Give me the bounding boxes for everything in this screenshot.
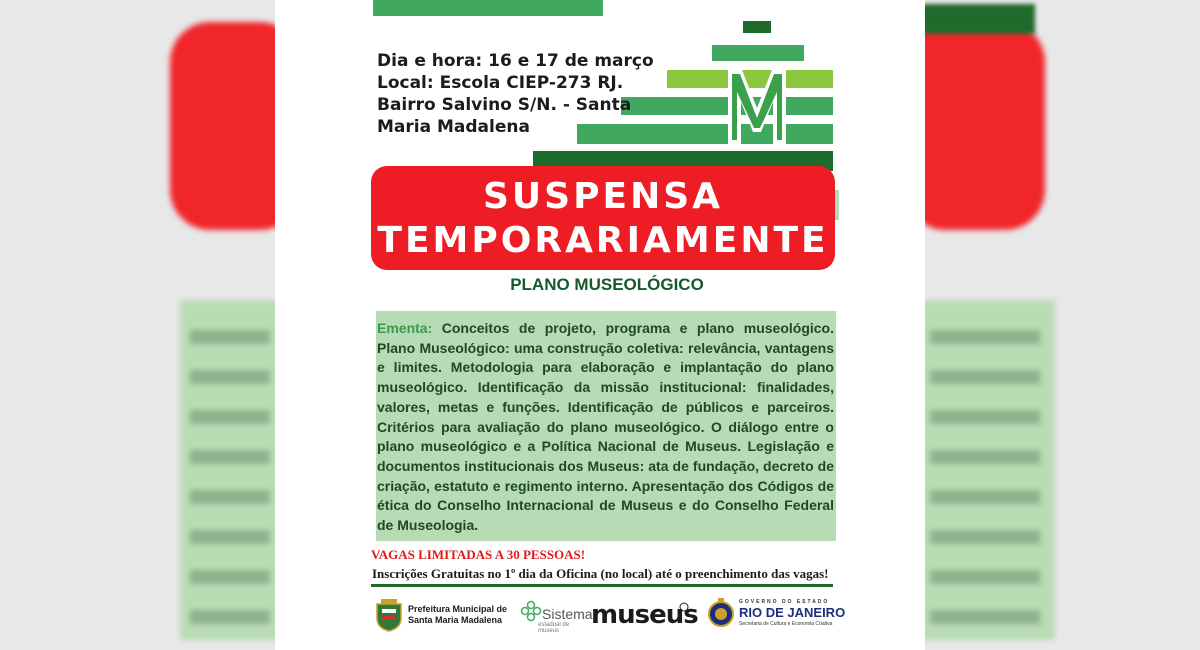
backdrop-line: [190, 610, 270, 624]
backdrop-line: [190, 530, 270, 544]
backdrop-line: [930, 330, 1040, 344]
backdrop-line: [190, 570, 270, 584]
rj-secretariat: Secretaria de Cultura e Economia Criativa: [739, 621, 833, 627]
backdrop-line: [930, 530, 1040, 544]
ementa-text: [377, 319, 834, 536]
backdrop-line: [930, 610, 1040, 624]
backdrop-line: [190, 450, 270, 464]
museus-logo: [591, 596, 698, 634]
prefeitura-line-1: Prefeitura Municipal de: [408, 604, 508, 614]
event-address: Bairro Salvino S/N. - Santa: [377, 95, 632, 115]
event-date: Dia e hora: 16 e 17 de março: [377, 51, 654, 71]
registration-notice: Inscrições Gratuitas no 1º dia da Oficina (no local) até o preenchimento das vagas!: [372, 566, 829, 581]
prefeitura-name: [408, 604, 507, 626]
sistema-logo: [518, 596, 593, 634]
backdrop-line: [930, 370, 1040, 384]
rj-government-label: GOVERNO DO ESTADO: [739, 599, 830, 605]
rj-government-logo: [705, 596, 846, 634]
prefeitura-logo: [375, 596, 515, 634]
backdrop-line: [190, 370, 270, 384]
logo-bar: [743, 21, 771, 33]
sponsor-logos: [375, 596, 846, 634]
limited-spots-notice: VAGAS LIMITADAS A 30 PESSOAS!: [371, 547, 586, 562]
rj-state-name: RIO DE JANEIRO: [739, 605, 846, 620]
footer-divider: [371, 584, 833, 587]
backdrop-line: [190, 330, 270, 344]
ementa-label: Ementa:: [377, 320, 433, 336]
course-title: PLANO MUSEOLÓGICO: [510, 275, 704, 294]
sistema-flower-icon: [520, 600, 542, 622]
backdrop-line: [930, 490, 1040, 504]
backdrop-line: [930, 570, 1040, 584]
backdrop-line: [930, 410, 1040, 424]
ementa-body: Conceitos de projeto, programa e plano museológico. Plano Museológico: uma construção coletiva: relevância, vantagens e limites. Metodologia para elaboração e implantação do plano museológico. Identificação da missão institucional: finalidades, valores, metas e funções. Identificação de públicos e parceiros. Critérios para avaliação do plano museológico. O diálogo entre o plano museológico e a Política Nacional de Museus. Legislação e documentos institucionais dos Museus: ata de fundação, decreto de criação, estatuto e regimento interno. Apresentação dos Códigos de ética do Conselho Internacional de Museus e do Conselho Federal de Museologia.: [377, 320, 834, 534]
rj-coat-of-arms-icon: [707, 598, 735, 630]
logo-m-letter: [726, 68, 788, 146]
sistema-sublabel: estadual de museus: [538, 622, 570, 634]
backdrop-green-left: [180, 300, 290, 640]
event-poster: [275, 0, 925, 650]
event-info: [377, 50, 654, 138]
museus-mark-icon: [679, 602, 689, 612]
backdrop-line: [190, 490, 270, 504]
museus-label: museus: [591, 600, 698, 630]
banner-line-2: TEMPORARIAMENTE: [377, 220, 829, 261]
logo-bar: [712, 45, 804, 61]
backdrop-red-right: [905, 22, 1045, 230]
ementa-box: [376, 311, 836, 541]
city-coat-of-arms-icon: [375, 598, 403, 632]
suspended-banner: [371, 166, 835, 270]
banner-line-1: SUSPENSA: [483, 176, 723, 217]
sistema-label: Sistema: [542, 606, 593, 622]
backdrop-line: [190, 410, 270, 424]
prefeitura-line-2: Santa Maria Madalena: [408, 615, 503, 625]
backdrop-green-right: [905, 300, 1055, 640]
top-green-bar: [373, 0, 603, 16]
event-location: Local: Escola CIEP-273 RJ.: [377, 73, 624, 93]
backdrop-line: [930, 450, 1040, 464]
event-city: Maria Madalena: [377, 117, 530, 137]
